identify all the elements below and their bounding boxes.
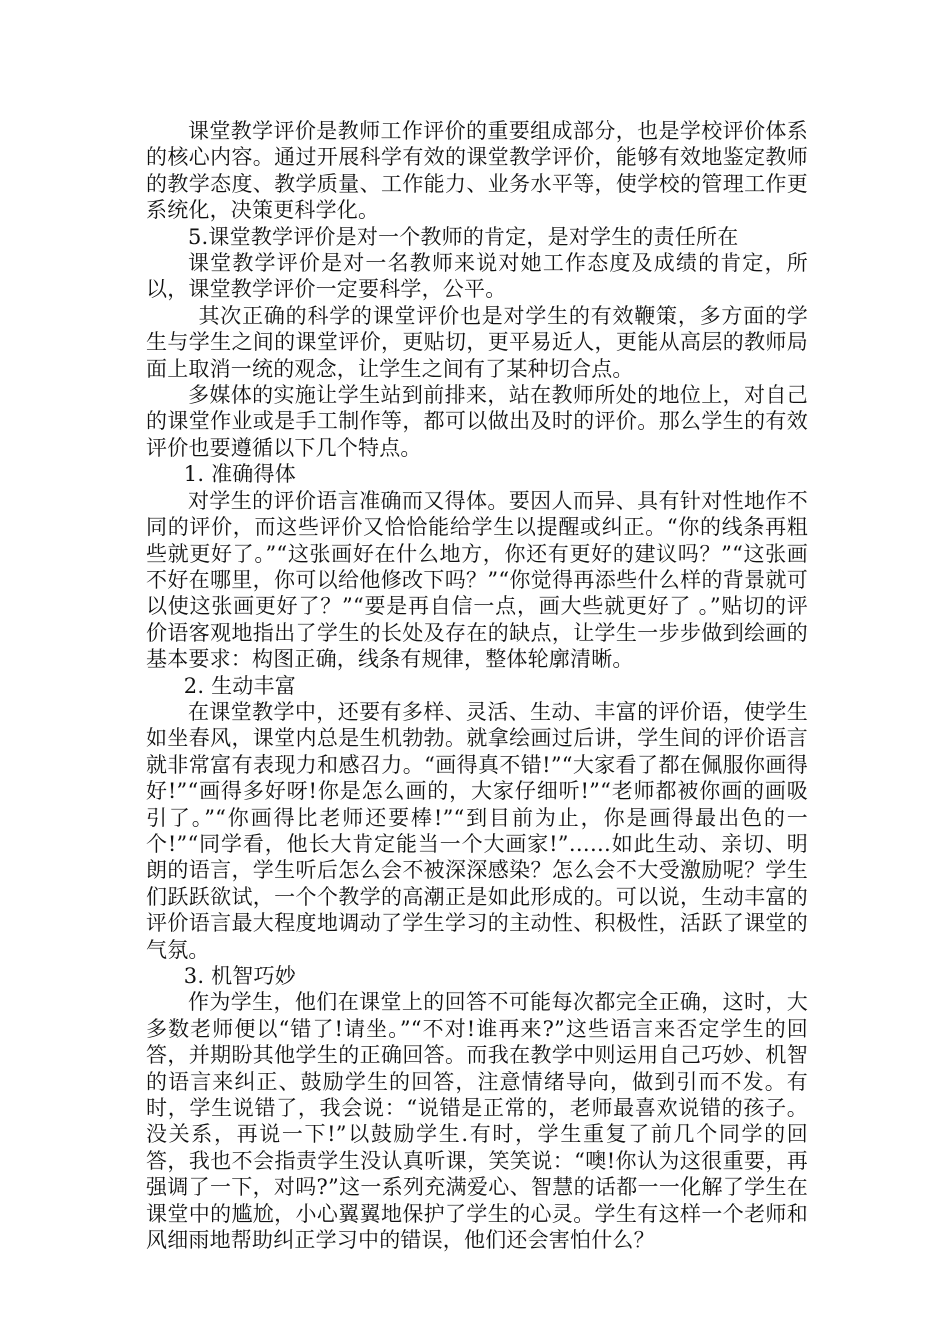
paragraph-multimedia: 多媒体的实施让学生站到前排来，站在教师所处的地位上，对自己的课堂作业或是手工制作等，都可以做出及时的评价。那么学生的有效评价也要遵循以下几个特点。 — [146, 383, 808, 460]
section-heading-5: 5.课堂教学评价是对一个教师的肯定，是对学生的责任所在 — [188, 224, 739, 249]
paragraph-clever: 作为学生，他们在课堂上的回答不可能每次都完全正确，这时，大多数老师便以“错了!请坐。”“不对!谁再来?”这些语言来否定学生的回答，并期盼其他学生的正确回答。而我在教学中则运用自己巧妙、机智的语言来纠正、鼓励学生的回答，注意情绪导向，做到引而不发。有时，学生说错了，我会说：“说错是正常的，老师最喜欢说错的孩子。没关系，再说一下!”以鼓励学生.有时，学生重复了前几个同学的回答，我也不会指责学生没认真听课，笑笑说：“噢!你认为这很重要，再强调了一下，对吗?”这一系列充满爱心、智慧的话都一一化解了学生在课堂中的尴尬，小心翼翼地保护了学生的心灵。学生有这样一个老师和风细雨地帮助纠正学习中的错误，他们还会害怕什么？ — [146, 990, 808, 1253]
paragraph-accurate: 对学生的评价语言准确而又得体。要因人而异、具有针对性地作不同的评价，而这些评价又恰恰能给学生以提醒或纠正。“你的线条再粗些就更好了。”“这张画好在什么地方，你还有更好的建议吗？”“这张画不好在哪里，你可以给他修改下吗？”“你觉得再添些什么样的背景就可以使这张画更好了？”“要是再自信一点，画大些就更好了 。”贴切的评价语客观地指出了学生的长处及存在的缺点，让学生一步步做到绘画的基本要求：构图正确，线条有规律，整体轮廓清晰。 — [146, 488, 808, 672]
subheading-vivid: 2. 生动丰富 — [183, 673, 296, 698]
subheading-clever: 3. 机智巧妙 — [183, 964, 296, 988]
document-body — [146, 118, 808, 1253]
paragraph-vivid: 在课堂教学中，还要有多样、灵活、生动、丰富的评价语，使学生如坐春风，课堂内总是生机勃勃。就拿绘画过后讲，学生间的评价语言就非常富有表现力和感召力。“画得真不错!”“大家看了都在佩服你画得好!”“画得多好呀!你是怎么画的，大家仔细听!”“老师都被你画的画吸引了。”“你画得比老师还要棒!”“到目前为止，你是画得最出色的一个!”“同学看，他长大肯定能当一个大画家!”……如此生动、亲切、明朗的语言，学生听后怎么会不被深深感染？怎么会不大受激励呢？学生们跃跃欲试，一个个教学的高潮正是如此形成的。可以说，生动丰富的评价语言最大程度地调动了学生学习的主动性、积极性，活跃了课堂的气氛。 — [146, 699, 808, 962]
subheading-accurate: 1. 准确得体 — [183, 462, 296, 487]
paragraph-teacher-affirmation: 课堂教学评价是对一名教师来说对她工作态度及成绩的肯定，所以，课堂教学评价一定要科学，公平。 — [146, 251, 808, 302]
paragraph-student-motivation: 其次正确的科学的课堂评价也是对学生的有效鞭策，多方面的学生与学生之间的课堂评价，更贴切，更平易近人，更能从高层的教师局面上取消一统的观念，让学生之间有了某种切合点。 — [146, 303, 808, 381]
paragraph-intro: 课堂教学评价是教师工作评价的重要组成部分，也是学校评价体系的核心内容。通过开展科学有效的课堂教学评价，能够有效地鉴定教师的教学态度、教学质量、工作能力、业务水平等，使学校的管理工作更系统化，决策更科学化。 — [146, 119, 808, 223]
